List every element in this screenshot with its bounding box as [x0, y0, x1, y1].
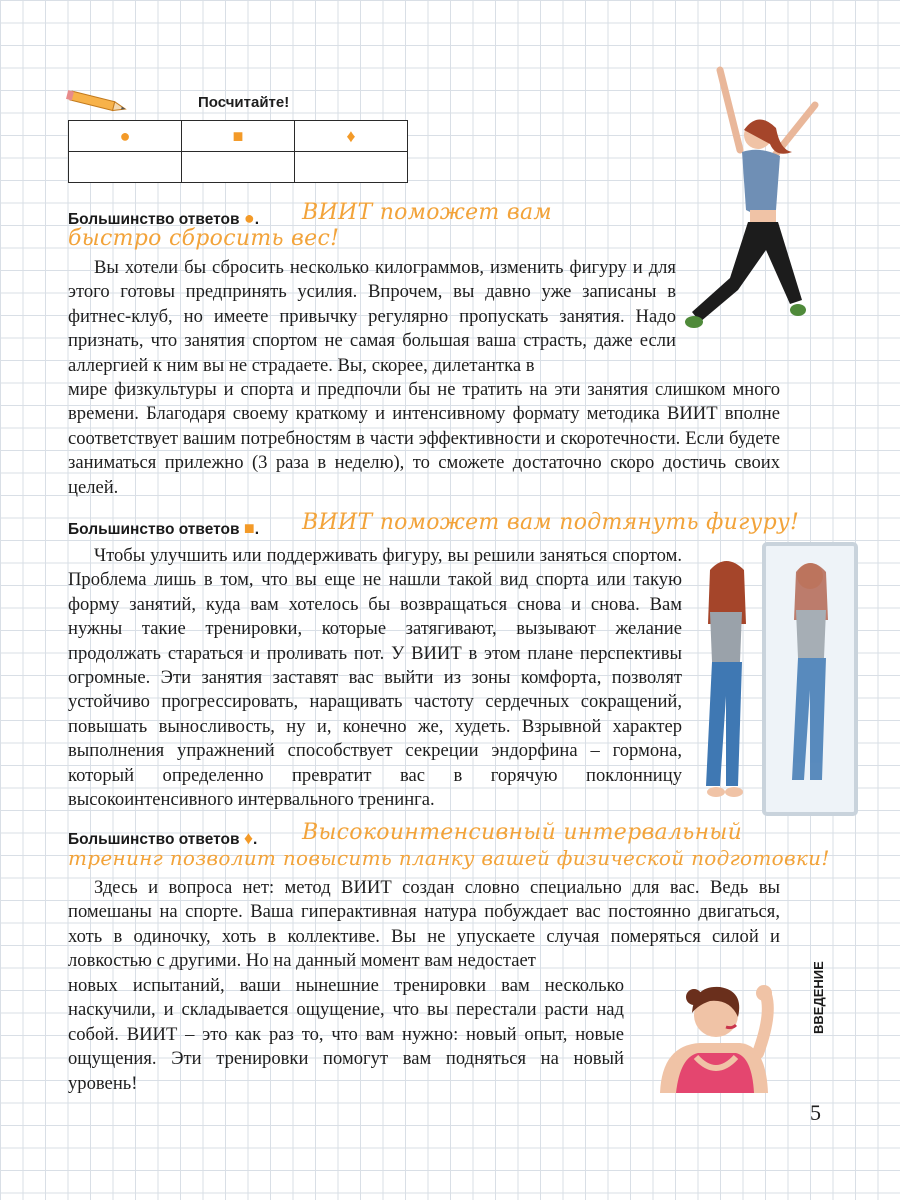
diamond-marker: ♦ — [243, 828, 254, 848]
score-cell — [69, 152, 182, 183]
section-2-paragraph-1: Чтобы улучшить или поддерживать фигуру, вы решили заняться спортом. Проблема лишь в том, что вы еще не нашли такой вид спорта или такую форму занятий, куда вам хотелось бы возвращаться снова и снова. Вам нужны такие тренировки, которые затягивают, вызывают желание продолжать стараться и проливать пот. У ВИИТ в этом плане перспективы огромные. Эти занятия заставят вас выйти из зоны комфорта, позволят устойчиво прогрессировать, наращивать частоту сердечных сокращений, повышать выносливость, ну и, конечно же, худеть. Взрывной характер выполнения упражнений способствует секреции эндорфина – гормона, который определенно превратит вас в горячую поклонницу высокоинтенсивного интервального тренинга. — [68, 545, 682, 811]
strong-woman-illustration — [640, 975, 790, 1095]
section-2-heading: Большинство ответов ■. — [68, 518, 260, 538]
score-cell — [182, 152, 295, 183]
jumping-woman-illustration — [680, 60, 830, 360]
section-1-paragraph-2: мире физкультуры и спорта и предпочли бы не тратить на эти занятия слишком много времени. Благодаря своему краткому и интенсивному формату методика ВИИТ вполне соответствует вашим потребностям в части эффективности и скоротечности. Если будете заниматься прилежно (3 раза в неделю), то сможете достаточно скоро достичь своих целей. — [68, 379, 780, 498]
section-3-script-line1: Высокоинтенсивный интервальный — [302, 820, 743, 845]
table-row — [69, 152, 408, 183]
section-1-heading: Большинство ответов ●. — [68, 208, 260, 228]
circle-marker: ● — [243, 208, 255, 228]
score-table — [68, 120, 408, 183]
square-symbol: ■ — [182, 121, 295, 152]
circle-symbol: ● — [69, 121, 182, 152]
section-1-script-line1: ВИИТ поможет вам — [302, 200, 552, 225]
mirror-woman-illustration — [686, 540, 886, 830]
square-marker: ■ — [243, 518, 255, 538]
section-1-paragraph-1: Вы хотели бы сбросить несколько килограммов, изменить фигуру и для этого готовы предпринять усилия. Впрочем, вы давно уже записаны в фитнес-клуб, но имеете привычку регулярно пропускать занятия. Надо признать, что занятия спортом не самая большая ваша страсть, даже если аллергией к ним вы не страдаете. Вы, скорее, дилетантка в — [68, 257, 676, 376]
pencil-icon — [64, 88, 134, 118]
section-1-script-line2: быстро сбросить вес! — [68, 226, 340, 251]
section-3-script-line2: тренинг позволит повысить планку вашей физической подготовки! — [68, 846, 830, 870]
table-row — [69, 121, 408, 152]
score-cell — [295, 152, 408, 183]
section-3-paragraph-1: Здесь и вопроса нет: метод ВИИТ создан словно специально для вас. Ведь вы помешаны на спорте. Ваша гиперактивная натура побуждает вас постоянно двигаться, хоть в одиночку, хоть в коллективе. Вы не упускаете случая померяться силой и ловкостью с другими. Но на данный момент вам недостает — [68, 877, 780, 972]
diamond-symbol: ♦ — [295, 121, 408, 152]
chapter-label: ВВЕДЕНИЕ — [811, 961, 826, 1034]
section-3-paragraph-2: новых испытаний, ваши нынешние тренировки вам несколько наскучили, и складывается ощущение, что вы перестали расти над собой. ВИИТ – это как раз то, что вам нужно: новый опыт, новые ощущения. Эти тренировки помогут вам подняться на новый уровень! — [68, 975, 624, 1094]
calculator-title: Посчитайте! — [198, 94, 290, 111]
section-3-heading: Большинство ответов ♦. — [68, 828, 258, 848]
section-2-script-line1: ВИИТ поможет вам подтянуть фигуру! — [302, 510, 800, 535]
page-number: 5 — [810, 1100, 821, 1125]
